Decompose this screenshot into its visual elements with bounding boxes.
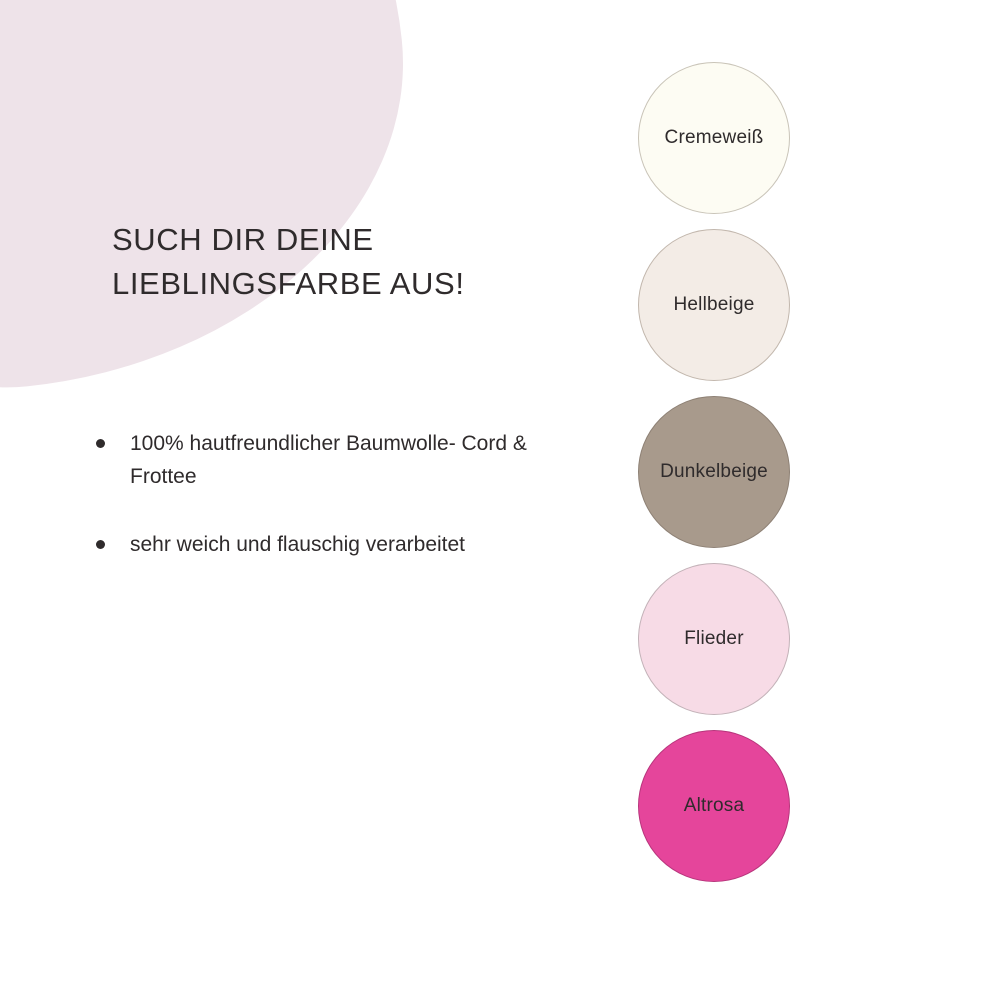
list-item — [92, 428, 562, 493]
feature-text: sehr weich und flauschig verarbeitet — [130, 533, 466, 557]
decorative-blob — [0, 0, 434, 413]
color-swatch-label: Flieder — [684, 628, 744, 649]
color-swatch-label: Hellbeige — [673, 294, 755, 315]
page-title: SUCH DIR DEINE LIEBLINGSFARBE AUS! — [112, 222, 465, 302]
color-swatch-label: Dunkelbeige — [660, 461, 768, 482]
color-swatch-dunkelbeige[interactable] — [638, 396, 790, 548]
color-swatch-altrosa[interactable] — [638, 730, 790, 882]
color-swatch-flieder[interactable] — [638, 563, 790, 715]
color-swatch-label: Cremeweiß — [664, 127, 764, 148]
color-swatch-list — [638, 62, 798, 897]
color-swatch-hellbeige[interactable] — [638, 229, 790, 381]
feature-list — [92, 428, 562, 598]
feature-text: 100% hautfreundlicher Baumwolle- Cord & Frottee — [130, 432, 527, 488]
list-item — [92, 529, 562, 562]
color-swatch-label: Altrosa — [683, 795, 745, 816]
color-swatch-cremeweiss[interactable] — [638, 62, 790, 214]
